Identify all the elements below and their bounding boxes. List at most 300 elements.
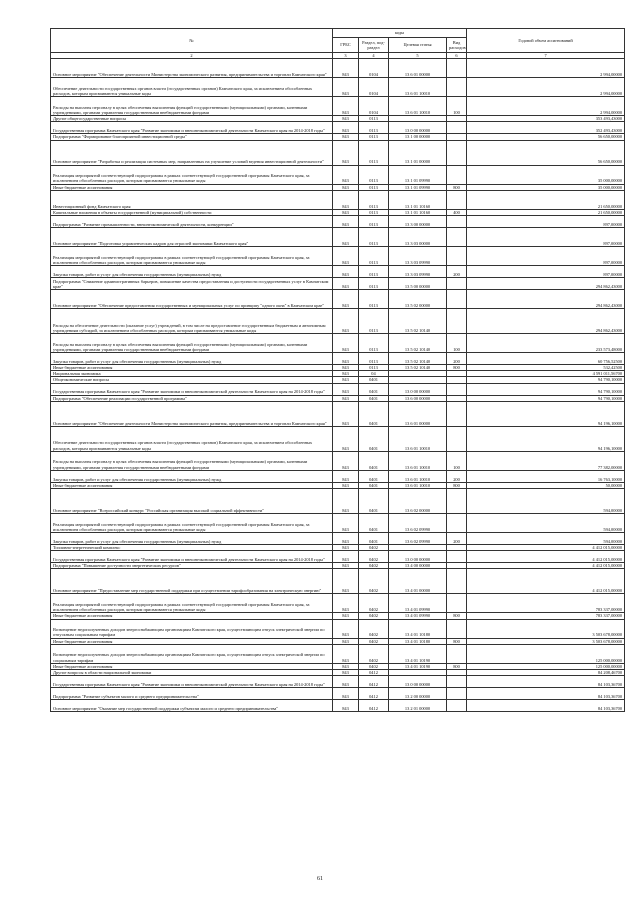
- row-expense-type-cell: 800: [447, 365, 467, 371]
- row-section-cell: 0113: [359, 334, 389, 353]
- table-row: [51, 190, 625, 209]
- row-section-cell: 0402: [359, 545, 389, 551]
- row-section-cell: 0401: [359, 377, 389, 383]
- row-target-item-cell: 13 0 00 00000: [389, 122, 447, 134]
- row-expense-type-cell: [447, 165, 467, 184]
- row-name-cell: Расходы на обеспечение деятельности (оказание услуг) учреждений, в том числе на предоставление государственным бюджетным и автономным учреждениям субсидий, за исключением обособленных расходов, которым присваиваются уникальные коды: [51, 309, 333, 334]
- table-header: [51, 29, 625, 59]
- row-target-item-cell: 13 6 01 00000: [389, 401, 447, 426]
- row-name-cell: Расходы на выплаты персоналу в целях обеспечения выполнения функций государственными (муниципальными) органами, казенными учреждениями, органами управления государственными внебюджетными фондами: [51, 334, 333, 353]
- row-amount-cell: 84 103,36700: [467, 688, 625, 700]
- row-grbs-cell: 843: [333, 383, 359, 395]
- row-target-item-cell: 13 1 01 09990: [389, 165, 447, 184]
- row-grbs-cell: 843: [333, 290, 359, 309]
- row-expense-type-cell: [447, 247, 467, 266]
- table-row: [51, 353, 625, 365]
- row-grbs-cell: 843: [333, 426, 359, 451]
- row-grbs-cell: 843: [333, 278, 359, 290]
- row-target-item-cell: 13 6 01 10010: [389, 426, 447, 451]
- row-section-cell: 0104: [359, 59, 389, 78]
- row-amount-cell: 3 503 678,00000: [467, 638, 625, 644]
- table-row: [51, 290, 625, 309]
- row-amount-cell: 84 208,46700: [467, 670, 625, 676]
- row-name-cell: Иные бюджетные ассигнования: [51, 482, 333, 488]
- row-amount-cell: 21 650,00000: [467, 190, 625, 209]
- page-number: 61: [317, 876, 323, 882]
- row-target-item-cell: 13 5 00 00000: [389, 278, 447, 290]
- row-section-cell: 0401: [359, 482, 389, 488]
- row-section-cell: 0401: [359, 383, 389, 395]
- row-name-cell: Основное мероприятие "Обеспечение деятельности Министерства экономического развития, предпринимательства и торговли Камчатского края": [51, 59, 333, 78]
- row-section-cell: 0401: [359, 470, 389, 482]
- row-expense-type-cell: [447, 489, 467, 514]
- row-amount-cell: 897,00000: [467, 247, 625, 266]
- row-name-cell: Закупка товаров, работ и услуг для обеспечения государственных (муниципальных) нужд: [51, 266, 333, 278]
- row-grbs-cell: 843: [333, 514, 359, 533]
- table-row: [51, 97, 625, 116]
- row-target-item-cell: 13 1 00 00000: [389, 134, 447, 140]
- budget-table: [50, 28, 625, 712]
- header-expense-type: Вид расходов: [447, 38, 467, 53]
- row-name-cell: Инвестиционный фонд Камчатского края: [51, 190, 333, 209]
- row-target-item-cell: 13 5 02 00000: [389, 290, 447, 309]
- table-row: [51, 228, 625, 247]
- row-section-cell: 0113: [359, 247, 389, 266]
- row-amount-cell: 94 196,10000: [467, 426, 625, 451]
- row-expense-type-cell: 200: [447, 470, 467, 482]
- row-grbs-cell: 843: [333, 184, 359, 190]
- row-amount-cell: 532,42500: [467, 365, 625, 371]
- row-target-item-cell: 13 1 01 10160: [389, 209, 447, 215]
- row-section-cell: 0401: [359, 489, 389, 514]
- table-row: [51, 247, 625, 266]
- column-number: 3: [333, 53, 359, 59]
- row-amount-cell: 50,00000: [467, 482, 625, 488]
- row-grbs-cell: 843: [333, 670, 359, 676]
- row-grbs-cell: 843: [333, 470, 359, 482]
- row-name-cell: Государственная программа Камчатского края "Развитие экономики и внешнеэкономической деятельности Камчатского края на 2014-2018 годы": [51, 122, 333, 134]
- row-expense-type-cell: [447, 594, 467, 613]
- row-name-cell: Капитальные вложения в объекты государственной (муниципальной) собственности: [51, 209, 333, 215]
- row-target-item-cell: 13 3 03 00000: [389, 228, 447, 247]
- row-amount-cell: 94 790,10000: [467, 395, 625, 401]
- row-expense-type-cell: [447, 401, 467, 426]
- row-target-item-cell: 13 5 02 10140: [389, 353, 447, 365]
- table-row: [51, 676, 625, 688]
- row-section-cell: 0104: [359, 78, 389, 97]
- row-expense-type-cell: [447, 426, 467, 451]
- table-row: [51, 216, 625, 228]
- row-amount-cell: 125 000,00000: [467, 663, 625, 669]
- row-target-item-cell: 13 6 01 10010: [389, 482, 447, 488]
- row-grbs-cell: 843: [333, 140, 359, 165]
- row-grbs-cell: 843: [333, 700, 359, 712]
- row-expense-type-cell: 800: [447, 663, 467, 669]
- row-grbs-cell: 843: [333, 551, 359, 563]
- row-section-cell: 0104: [359, 97, 389, 116]
- row-name-cell: Основное мероприятие "Обеспечение предоставления государственных и муниципальных услуг по принципу "одного окна" в Камчатском крае": [51, 290, 333, 309]
- row-amount-cell: 897,00000: [467, 216, 625, 228]
- row-amount-cell: 4 591 011,56700: [467, 371, 625, 377]
- row-section-cell: 0113: [359, 353, 389, 365]
- row-amount-cell: 77 382,00000: [467, 451, 625, 470]
- row-expense-type-cell: [447, 688, 467, 700]
- row-target-item-cell: 13 6 01 10010: [389, 78, 447, 97]
- row-section-cell: 0402: [359, 594, 389, 613]
- row-amount-cell: 56 650,00000: [467, 134, 625, 140]
- table-row: [51, 489, 625, 514]
- row-expense-type-cell: [447, 278, 467, 290]
- table-row: [51, 470, 625, 482]
- row-grbs-cell: 843: [333, 216, 359, 228]
- row-grbs-cell: 843: [333, 116, 359, 122]
- row-amount-cell: 2 994,00000: [467, 59, 625, 78]
- row-section-cell: 0412: [359, 700, 389, 712]
- row-name-cell: Иные бюджетные ассигнования: [51, 613, 333, 619]
- row-section-cell: 0113: [359, 228, 389, 247]
- row-section-cell: 0113: [359, 216, 389, 228]
- row-expense-type-cell: [447, 140, 467, 165]
- table-row: [51, 78, 625, 97]
- row-target-item-cell: 13 4 01 10180: [389, 619, 447, 638]
- header-codes: коды: [333, 29, 467, 38]
- row-name-cell: Подпрограмма "Формирование благоприятной инвестиционной среды": [51, 134, 333, 140]
- row-grbs-cell: 843: [333, 122, 359, 134]
- row-section-cell: 0113: [359, 365, 389, 371]
- table-row: [51, 122, 625, 134]
- row-expense-type-cell: 200: [447, 353, 467, 365]
- row-section-cell: 0402: [359, 663, 389, 669]
- row-section-cell: 0402: [359, 569, 389, 594]
- row-amount-cell: 783 337,00000: [467, 613, 625, 619]
- row-amount-cell: 56 650,00000: [467, 140, 625, 165]
- table-row: [51, 266, 625, 278]
- row-amount-cell: 4 412 015,00000: [467, 545, 625, 551]
- row-amount-cell: 94 790,10000: [467, 383, 625, 395]
- row-section-cell: 0401: [359, 533, 389, 545]
- row-amount-cell: 352 493,43000: [467, 122, 625, 134]
- row-amount-cell: 4 412 015,00000: [467, 563, 625, 569]
- row-amount-cell: 294 862,43000: [467, 309, 625, 334]
- row-grbs-cell: 843: [333, 353, 359, 365]
- row-amount-cell: 84 103,36700: [467, 700, 625, 712]
- table-row: [51, 514, 625, 533]
- row-expense-type-cell: [447, 551, 467, 563]
- row-target-item-cell: 13 6 02 00000: [389, 489, 447, 514]
- row-section-cell: 0402: [359, 638, 389, 644]
- row-amount-cell: 353 493,43000: [467, 116, 625, 122]
- row-grbs-cell: 843: [333, 395, 359, 401]
- row-name-cell: Государственная программа Камчатского края "Развитие экономики и внешнеэкономической деятельности Камчатского края на 2014-2018 годы": [51, 676, 333, 688]
- row-target-item-cell: 13 5 02 10140: [389, 309, 447, 334]
- row-amount-cell: 233 573,48000: [467, 334, 625, 353]
- row-amount-cell: 35 000,00000: [467, 165, 625, 184]
- row-name-cell: Другие вопросы в области национальной экономики: [51, 670, 333, 676]
- row-target-item-cell: 13 4 00 00000: [389, 563, 447, 569]
- row-grbs-cell: 843: [333, 228, 359, 247]
- row-grbs-cell: 843: [333, 569, 359, 594]
- row-grbs-cell: 843: [333, 545, 359, 551]
- row-amount-cell: 4 412 015,00000: [467, 551, 625, 563]
- row-amount-cell: 21 650,00000: [467, 209, 625, 215]
- column-number: 5: [389, 53, 447, 59]
- row-target-item-cell: 13 6 01 10010: [389, 97, 447, 116]
- row-section-cell: 0113: [359, 290, 389, 309]
- table-row: [51, 700, 625, 712]
- row-grbs-cell: 843: [333, 209, 359, 215]
- row-target-item-cell: 13 1 01 09990: [389, 184, 447, 190]
- row-target-item-cell: 13 1 01 00000: [389, 140, 447, 165]
- row-section-cell: 0402: [359, 644, 389, 663]
- row-expense-type-cell: [447, 383, 467, 395]
- row-name-cell: Подпрограмма "Снижение административных барьеров, повышение качества предоставления и доступности государственных услуг в Камчатском крае": [51, 278, 333, 290]
- table-row: [51, 140, 625, 165]
- row-section-cell: 0113: [359, 184, 389, 190]
- row-expense-type-cell: 200: [447, 266, 467, 278]
- table-row: [51, 383, 625, 395]
- row-expense-type-cell: 800: [447, 613, 467, 619]
- row-section-cell: 0402: [359, 619, 389, 638]
- row-target-item-cell: 13 5 02 10140: [389, 334, 447, 353]
- row-grbs-cell: 843: [333, 309, 359, 334]
- row-name-cell: Расходы на выплаты персоналу в целях обеспечения выполнения функций государственными (муниципальными) органами, казенными учреждениями, органами управления государственными внебюджетными фондами: [51, 97, 333, 116]
- row-section-cell: 0113: [359, 190, 389, 209]
- row-section-cell: 0412: [359, 676, 389, 688]
- row-expense-type-cell: 800: [447, 184, 467, 190]
- row-amount-cell: 594,00000: [467, 489, 625, 514]
- row-name-cell: Топливно-энергетический комплекс: [51, 545, 333, 551]
- row-name-cell: Основное мероприятие "Оказание мер государственной поддержки субъектам малого и среднего предпринимательства": [51, 700, 333, 712]
- table-row: [51, 309, 625, 334]
- row-expense-type-cell: [447, 190, 467, 209]
- column-number: 4: [359, 53, 389, 59]
- row-section-cell: 0113: [359, 266, 389, 278]
- row-grbs-cell: 843: [333, 676, 359, 688]
- row-expense-type-cell: 800: [447, 638, 467, 644]
- row-expense-type-cell: [447, 644, 467, 663]
- row-section-cell: 0401: [359, 426, 389, 451]
- row-name-cell: Подпрограмма "Развитие промышленности, внешнеэкономической деятельности, конкуренции": [51, 216, 333, 228]
- row-section-cell: 0113: [359, 165, 389, 184]
- row-name-cell: Подпрограмма "Развитие субъектов малого и среднего предпринимательства": [51, 688, 333, 700]
- row-section-cell: 0402: [359, 551, 389, 563]
- row-grbs-cell: 843: [333, 78, 359, 97]
- row-grbs-cell: 843: [333, 563, 359, 569]
- row-amount-cell: 594,00000: [467, 533, 625, 545]
- row-name-cell: Основное мероприятие "Всероссийский конкурс "Российская организация высокой социальной эффективности": [51, 489, 333, 514]
- row-section-cell: 0402: [359, 613, 389, 619]
- row-section-cell: 0113: [359, 140, 389, 165]
- row-grbs-cell: 843: [333, 365, 359, 371]
- table-row: [51, 426, 625, 451]
- row-target-item-cell: 13 3 00 00000: [389, 216, 447, 228]
- row-target-item-cell: 13 4 01 09990: [389, 594, 447, 613]
- row-name-cell: Основное мероприятие "Предоставление мер государственной поддержки при осуществлении тарифообразования на электрическую энергию": [51, 569, 333, 594]
- row-expense-type-cell: [447, 216, 467, 228]
- row-target-item-cell: 13 6 02 09990: [389, 514, 447, 533]
- header-grbs: ГРБС: [333, 38, 359, 53]
- row-section-cell: 0401: [359, 401, 389, 426]
- row-name-cell: Возмещение недополученных доходов энергоснабжающим организациям Камчатского края, осуществляющим отпуск электрической энергии по социальным тарифам: [51, 644, 333, 663]
- row-name-cell: Расходы на выплаты персоналу в целях обеспечения выполнения функций государственными (муниципальными) органами, казенными учреждениями, органами управления государственными внебюджетными фондами: [51, 451, 333, 470]
- row-name-cell: Иные бюджетные ассигнования: [51, 638, 333, 644]
- row-name-cell: Подпрограмма "Обеспечение реализации государственной программы": [51, 395, 333, 401]
- row-name-cell: Закупка товаров, работ и услуг для обеспечения государственных (муниципальных) нужд: [51, 353, 333, 365]
- row-expense-type-cell: 200: [447, 533, 467, 545]
- table-row: [51, 619, 625, 638]
- row-name-cell: Реализация мероприятий соответствующей подпрограммы в рамках соответствующей государственной программы Камчатского края, за исключением обособленных расходов, которым присваиваются уникальные коды: [51, 594, 333, 613]
- row-expense-type-cell: [447, 700, 467, 712]
- row-grbs-cell: 843: [333, 97, 359, 116]
- row-name-cell: Общеэкономические вопросы: [51, 377, 333, 383]
- row-amount-cell: 594,00000: [467, 514, 625, 533]
- table-row: [51, 594, 625, 613]
- header-annual-total: Годовой объем ассигнований: [467, 29, 625, 53]
- row-section-cell: 0113: [359, 116, 389, 122]
- row-amount-cell: 294 862,43000: [467, 278, 625, 290]
- row-amount-cell: 2 994,00000: [467, 78, 625, 97]
- row-target-item-cell: 13 4 01 00000: [389, 569, 447, 594]
- row-grbs-cell: 843: [333, 533, 359, 545]
- row-grbs-cell: 843: [333, 190, 359, 209]
- row-name-cell: Иные бюджетные ассигнования: [51, 663, 333, 669]
- row-section-cell: 0113: [359, 134, 389, 140]
- row-section-cell: 0113: [359, 122, 389, 134]
- row-grbs-cell: 843: [333, 377, 359, 383]
- row-grbs-cell: 843: [333, 619, 359, 638]
- row-section-cell: 0402: [359, 563, 389, 569]
- row-section-cell: 0401: [359, 395, 389, 401]
- row-name-cell: Реализация мероприятий соответствующей подпрограммы в рамках соответствующей государственной программы Камчатского края, за исключением обособленных расходов, которым присваиваются уникальные коды: [51, 514, 333, 533]
- table-row: [51, 451, 625, 470]
- row-target-item-cell: 13 2 01 00000: [389, 700, 447, 712]
- row-expense-type-cell: [447, 309, 467, 334]
- row-name-cell: Возмещение недополученных доходов энергоснабжающим организациям Камчатского края, осуществляющим отпуск электрической энергии по отпускным социальным тарифам: [51, 619, 333, 638]
- row-grbs-cell: 843: [333, 371, 359, 377]
- row-amount-cell: 94 790,10000: [467, 377, 625, 383]
- row-amount-cell: 35 000,00000: [467, 184, 625, 190]
- row-grbs-cell: 843: [333, 134, 359, 140]
- row-grbs-cell: 843: [333, 638, 359, 644]
- row-target-item-cell: 13 3 03 09990: [389, 266, 447, 278]
- row-expense-type-cell: [447, 619, 467, 638]
- row-name-cell: Основное мероприятие "Разработка и реализация системных мер, направленных на улучшение условий ведения инвестиционной деятельности": [51, 140, 333, 165]
- row-grbs-cell: 843: [333, 663, 359, 669]
- row-target-item-cell: 13 4 01 10190: [389, 644, 447, 663]
- row-section-cell: 0401: [359, 514, 389, 533]
- row-section-cell: 0412: [359, 688, 389, 700]
- row-expense-type-cell: [447, 290, 467, 309]
- row-target-item-cell: 13 1 01 10160: [389, 190, 447, 209]
- column-number: 7: [467, 53, 625, 59]
- table-row: [51, 59, 625, 78]
- row-target-item-cell: 13 0 00 00000: [389, 676, 447, 688]
- row-target-item-cell: 13 0 00 00000: [389, 551, 447, 563]
- row-amount-cell: 2 994,00000: [467, 97, 625, 116]
- row-grbs-cell: 843: [333, 594, 359, 613]
- row-grbs-cell: 843: [333, 613, 359, 619]
- row-name-cell: Другие общегосударственные вопросы: [51, 116, 333, 122]
- row-expense-type-cell: 400: [447, 209, 467, 215]
- row-name-cell: Иные бюджетные ассигнования: [51, 184, 333, 190]
- row-name-cell: Национальная экономика: [51, 371, 333, 377]
- table-row: [51, 533, 625, 545]
- row-expense-type-cell: 100: [447, 451, 467, 470]
- row-target-item-cell: 13 6 01 00000: [389, 59, 447, 78]
- column-number: 2: [51, 53, 333, 59]
- table-row: [51, 551, 625, 563]
- row-name-cell: Основное мероприятие "Обеспечение деятельности Министерства экономического развития, предпринимательства и торговли Камчатского края": [51, 401, 333, 426]
- table-body: [51, 59, 625, 712]
- row-grbs-cell: 843: [333, 489, 359, 514]
- row-expense-type-cell: [447, 514, 467, 533]
- column-number: 6: [447, 53, 467, 59]
- row-target-item-cell: 13 6 00 00000: [389, 395, 447, 401]
- row-target-item-cell: 13 4 01 09990: [389, 613, 447, 619]
- row-target-item-cell: 13 0 00 00000: [389, 383, 447, 395]
- row-amount-cell: 60 756,52500: [467, 353, 625, 365]
- table-row: [51, 334, 625, 353]
- row-amount-cell: 84 103,36700: [467, 676, 625, 688]
- row-name-cell: Государственная программа Камчатского края "Развитие экономики и внешнеэкономической деятельности Камчатского края на 2014-2018 годы": [51, 383, 333, 395]
- row-amount-cell: 16 763,10000: [467, 470, 625, 482]
- row-expense-type-cell: [447, 59, 467, 78]
- row-amount-cell: 94 196,10000: [467, 401, 625, 426]
- row-name-cell: Обеспечение деятельности государственных органов власти (государственных органов) Камчатского края, за исключением обособленных расходов, которым присваиваются уникальные коды: [51, 426, 333, 451]
- table-row: [51, 165, 625, 184]
- row-target-item-cell: 13 5 02 10140: [389, 365, 447, 371]
- row-name-cell: Закупка товаров, работ и услуг для обеспечения государственных (муниципальных) нужд: [51, 533, 333, 545]
- row-expense-type-cell: [447, 122, 467, 134]
- row-expense-type-cell: 100: [447, 334, 467, 353]
- row-target-item-cell: 13 4 01 10180: [389, 638, 447, 644]
- row-name-cell: Обеспечение деятельности государственных органов власти (государственных органов) Камчатского края, за исключением обособленных расходов, которым присваиваются уникальные коды: [51, 78, 333, 97]
- row-expense-type-cell: [447, 676, 467, 688]
- row-grbs-cell: 843: [333, 334, 359, 353]
- row-amount-cell: 4 412 015,00000: [467, 569, 625, 594]
- row-amount-cell: 783 337,00000: [467, 594, 625, 613]
- row-name-cell: Основное мероприятие "Подготовка управленческих кадров для отраслей экономики Камчатского края": [51, 228, 333, 247]
- table-row: [51, 569, 625, 594]
- row-amount-cell: 125 000,00000: [467, 644, 625, 663]
- row-grbs-cell: 843: [333, 644, 359, 663]
- row-grbs-cell: 843: [333, 482, 359, 488]
- row-name-cell: Подпрограмма "Повышение доступности энергетических ресурсов": [51, 563, 333, 569]
- row-name-cell: Закупка товаров, работ и услуг для обеспечения государственных (муниципальных) нужд: [51, 470, 333, 482]
- row-target-item-cell: 13 6 01 10010: [389, 451, 447, 470]
- row-section-cell: 0113: [359, 278, 389, 290]
- row-name-cell: Государственная программа Камчатского края "Развитие экономики и внешнеэкономической деятельности Камчатского края на 2014-2018 годы": [51, 551, 333, 563]
- row-target-item-cell: 13 6 02 09990: [389, 533, 447, 545]
- row-section-cell: 0401: [359, 451, 389, 470]
- row-grbs-cell: 843: [333, 451, 359, 470]
- header-target-item: Целевая статья: [389, 38, 447, 53]
- table-row: [51, 644, 625, 663]
- row-target-item-cell: 13 3 03 09990: [389, 247, 447, 266]
- row-grbs-cell: 843: [333, 165, 359, 184]
- row-expense-type-cell: 100: [447, 97, 467, 116]
- row-name-cell: Иные бюджетные ассигнования: [51, 365, 333, 371]
- row-target-item-cell: 13 6 01 10010: [389, 470, 447, 482]
- header-section: Раздел, под-раздел: [359, 38, 389, 53]
- row-section-cell: 0113: [359, 309, 389, 334]
- table-row: [51, 688, 625, 700]
- row-grbs-cell: 843: [333, 688, 359, 700]
- row-amount-cell: 897,00000: [467, 266, 625, 278]
- row-amount-cell: 897,00000: [467, 228, 625, 247]
- table-row: [51, 278, 625, 290]
- row-section-cell: 0412: [359, 670, 389, 676]
